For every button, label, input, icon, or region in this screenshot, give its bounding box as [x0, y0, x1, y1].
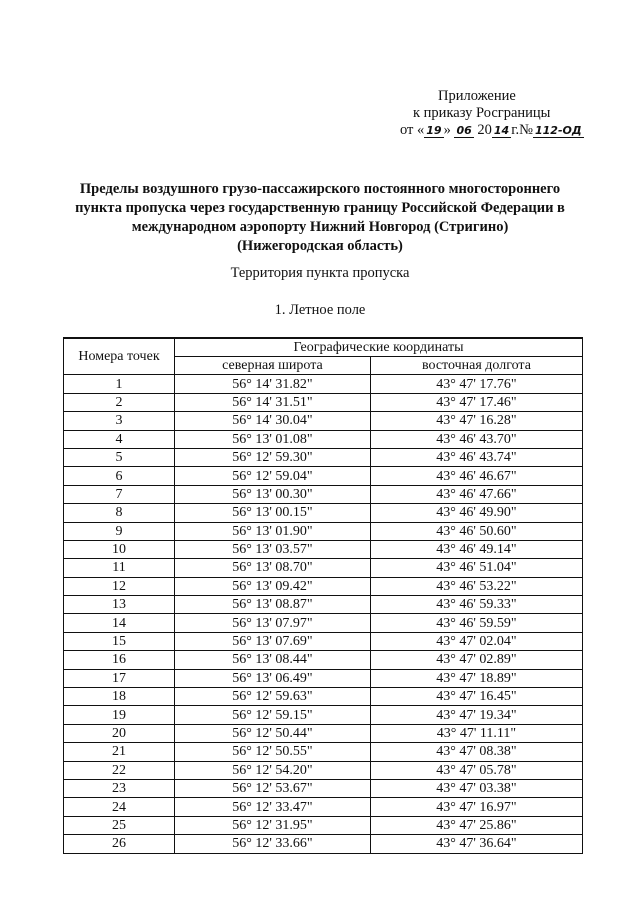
point-number-cell: 8	[64, 504, 175, 522]
annex-order-ref: к приказу Росграницы	[413, 105, 551, 121]
longitude-cell: 43° 47' 05.78"	[370, 761, 582, 779]
latitude-cell: 56° 14' 31.82"	[175, 375, 371, 393]
point-number-cell: 4	[64, 430, 175, 448]
point-number-cell: 25	[64, 816, 175, 834]
title-line-3: международном аэропорту Нижний Новгород (Стригино)	[131, 219, 509, 235]
latitude-cell: 56° 12' 31.95"	[175, 816, 371, 834]
annex-label: Приложение	[438, 88, 516, 104]
longitude-cell: 43° 46' 49.14"	[370, 540, 582, 558]
table-row	[64, 430, 583, 448]
longitude-cell: 43° 46' 43.70"	[370, 430, 582, 448]
latitude-cell: 56° 13' 00.15"	[175, 504, 371, 522]
title-line-1: Пределы воздушного грузо-пассажирского постоянного многостороннего	[79, 181, 561, 197]
latitude-cell: 56° 12' 50.44"	[175, 724, 371, 742]
table-row	[64, 632, 583, 650]
latitude-cell: 56° 12' 54.20"	[175, 761, 371, 779]
point-number-cell: 10	[64, 540, 175, 558]
longitude-cell: 43° 47' 16.28"	[370, 412, 582, 430]
point-number-cell: 6	[64, 467, 175, 485]
longitude-cell: 43° 47' 25.86"	[370, 816, 582, 834]
table-body	[64, 375, 583, 853]
longitude-cell: 43° 47' 17.76"	[370, 375, 582, 393]
longitude-cell: 43° 47' 11.11"	[370, 724, 582, 742]
longitude-cell: 43° 47' 19.34"	[370, 706, 582, 724]
longitude-cell: 43° 46' 53.22"	[370, 577, 582, 595]
handwritten-year: 14	[493, 124, 510, 137]
point-number-cell: 16	[64, 651, 175, 669]
longitude-cell: 43° 47' 03.38"	[370, 779, 582, 797]
longitude-cell: 43° 46' 49.90"	[370, 504, 582, 522]
point-number-cell: 11	[64, 559, 175, 577]
handwritten-month: 06	[456, 124, 472, 137]
point-number-cell: 26	[64, 835, 175, 853]
date-sep: »	[443, 122, 451, 138]
longitude-cell: 43° 46' 43.74"	[370, 448, 582, 466]
col-header-latitude: северная широта	[175, 357, 371, 375]
longitude-cell: 43° 47' 17.46"	[370, 393, 582, 411]
annex-header	[400, 88, 600, 139]
latitude-cell: 56° 13' 08.87"	[175, 596, 371, 614]
latitude-cell: 56° 12' 59.30"	[175, 448, 371, 466]
latitude-cell: 56° 14' 30.04"	[175, 412, 371, 430]
point-number-cell: 19	[64, 706, 175, 724]
latitude-cell: 56° 13' 08.44"	[175, 651, 371, 669]
annex-date-line	[400, 122, 600, 139]
point-number-cell: 18	[64, 688, 175, 706]
latitude-cell: 56° 14' 31.51"	[175, 393, 371, 411]
point-number-cell: 9	[64, 522, 175, 540]
col-header-point-number: Номера точек	[64, 338, 175, 375]
table-row	[64, 485, 583, 503]
longitude-cell: 43° 47' 16.97"	[370, 798, 582, 816]
point-number-cell: 13	[64, 596, 175, 614]
table-row	[64, 761, 583, 779]
latitude-cell: 56° 12' 53.67"	[175, 779, 371, 797]
latitude-cell: 56° 13' 06.49"	[175, 669, 371, 687]
table-row	[64, 559, 583, 577]
point-number-cell: 15	[64, 632, 175, 650]
longitude-cell: 43° 46' 46.67"	[370, 467, 582, 485]
table-row	[64, 835, 583, 853]
point-number-cell: 21	[64, 743, 175, 761]
handwritten-day: 19	[426, 124, 442, 137]
table-row	[64, 688, 583, 706]
table-row	[64, 577, 583, 595]
coordinates-table	[63, 337, 583, 854]
table-row	[64, 743, 583, 761]
table-row	[64, 669, 583, 687]
latitude-cell: 56° 12' 33.66"	[175, 835, 371, 853]
point-number-cell: 22	[64, 761, 175, 779]
point-number-cell: 3	[64, 412, 175, 430]
table-row	[64, 467, 583, 485]
longitude-cell: 43° 47' 36.64"	[370, 835, 582, 853]
latitude-cell: 56° 12' 59.04"	[175, 467, 371, 485]
table-row	[64, 816, 583, 834]
longitude-cell: 43° 46' 59.59"	[370, 614, 582, 632]
section-heading: 1. Летное поле	[274, 302, 366, 318]
subtitle: Территория пункта пропуска	[230, 265, 410, 281]
table-row	[64, 448, 583, 466]
point-number-cell: 5	[64, 448, 175, 466]
year-prefix: 20	[477, 122, 492, 138]
date-prefix: от «	[400, 122, 425, 138]
longitude-cell: 43° 47' 16.45"	[370, 688, 582, 706]
latitude-cell: 56° 12' 50.55"	[175, 743, 371, 761]
point-number-cell: 1	[64, 375, 175, 393]
longitude-cell: 43° 47' 08.38"	[370, 743, 582, 761]
col-header-geo: Географические координаты	[175, 338, 583, 357]
point-number-cell: 14	[64, 614, 175, 632]
table-row	[64, 596, 583, 614]
title-line-2: пункта пропуска через государственную границу Российской Федерации в	[75, 200, 565, 216]
table-row	[64, 522, 583, 540]
table-row	[64, 412, 583, 430]
table-row	[64, 393, 583, 411]
point-number-cell: 12	[64, 577, 175, 595]
longitude-cell: 43° 46' 50.60"	[370, 522, 582, 540]
number-label: г.№	[511, 122, 533, 138]
point-number-cell: 20	[64, 724, 175, 742]
point-number-cell: 17	[64, 669, 175, 687]
longitude-cell: 43° 46' 51.04"	[370, 559, 582, 577]
point-number-cell: 24	[64, 798, 175, 816]
table-row	[64, 651, 583, 669]
point-number-cell: 2	[64, 393, 175, 411]
table-row	[64, 504, 583, 522]
table-row	[64, 375, 583, 393]
point-number-cell: 23	[64, 779, 175, 797]
latitude-cell: 56° 13' 07.97"	[175, 614, 371, 632]
handwritten-order-number: 112-ОД	[535, 124, 582, 137]
latitude-cell: 56° 12' 59.63"	[175, 688, 371, 706]
latitude-cell: 56° 13' 01.90"	[175, 522, 371, 540]
col-header-longitude: восточная долгота	[370, 357, 582, 375]
latitude-cell: 56° 12' 59.15"	[175, 706, 371, 724]
longitude-cell: 43° 47' 02.89"	[370, 651, 582, 669]
table-row	[64, 724, 583, 742]
latitude-cell: 56° 13' 07.69"	[175, 632, 371, 650]
latitude-cell: 56° 13' 03.57"	[175, 540, 371, 558]
table-row	[64, 706, 583, 724]
title-line-4: (Нижегородская область)	[237, 238, 403, 254]
longitude-cell: 43° 46' 59.33"	[370, 596, 582, 614]
table-row	[64, 614, 583, 632]
longitude-cell: 43° 46' 47.66"	[370, 485, 582, 503]
latitude-cell: 56° 13' 08.70"	[175, 559, 371, 577]
latitude-cell: 56° 13' 00.30"	[175, 485, 371, 503]
table-row	[64, 798, 583, 816]
latitude-cell: 56° 13' 09.42"	[175, 577, 371, 595]
point-number-cell: 7	[64, 485, 175, 503]
latitude-cell: 56° 13' 01.08"	[175, 430, 371, 448]
longitude-cell: 43° 47' 18.89"	[370, 669, 582, 687]
table-row	[64, 779, 583, 797]
longitude-cell: 43° 47' 02.04"	[370, 632, 582, 650]
latitude-cell: 56° 12' 33.47"	[175, 798, 371, 816]
table-row	[64, 540, 583, 558]
document-title	[40, 180, 600, 256]
